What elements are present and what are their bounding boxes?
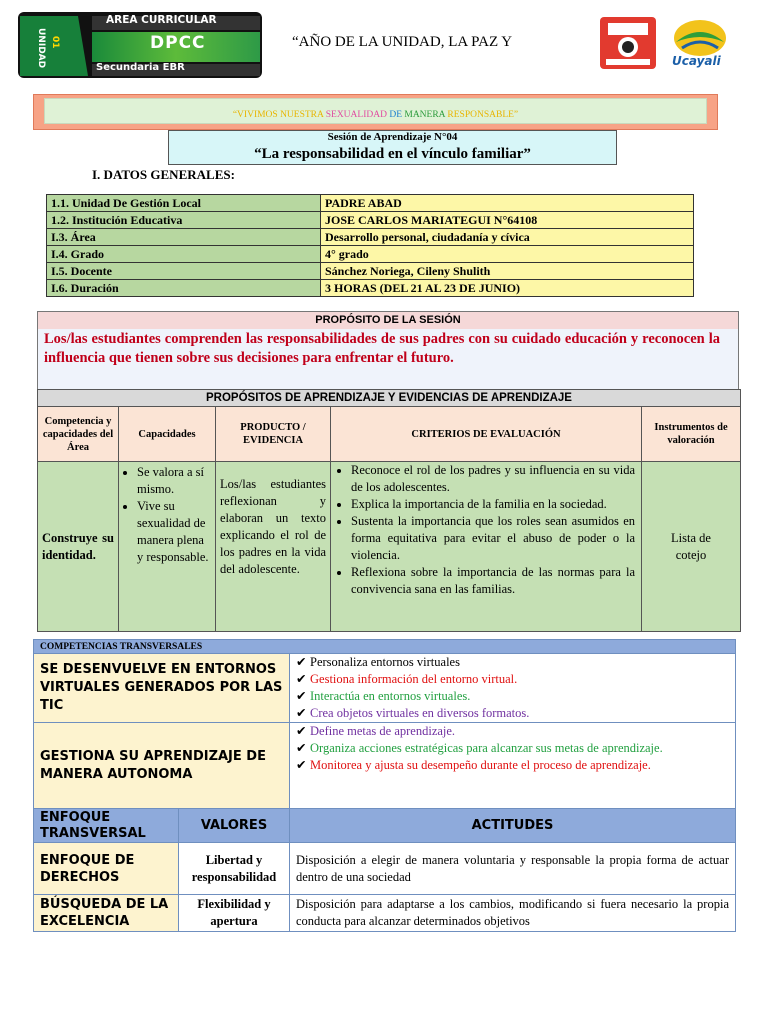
- transversal-heading: COMPETENCIAS TRANSVERSALES: [34, 640, 736, 654]
- table-header-row: [38, 407, 741, 462]
- area-label: AREA CURRICULAR: [106, 14, 217, 26]
- producto-cell: Los/las estudiantes reflexionan y elaboran un texto explicando el rol de los padres en la vida del adolescente.: [216, 462, 331, 632]
- item-text: Organiza acciones estratégicas para alcanzar sus metas de aprendizaje.: [310, 741, 663, 755]
- list-item: [296, 723, 729, 740]
- column-header: CRITERIOS DE EVALUACIÓN: [331, 407, 642, 462]
- check-icon: ✔: [296, 706, 307, 720]
- datos-key: 1.1. Unidad De Gestión Local: [47, 195, 321, 212]
- datos-key: I.5. Docente: [47, 263, 321, 280]
- list-item: [296, 671, 729, 688]
- column-header: ENFOQUE TRANSVERSAL: [34, 809, 179, 843]
- capacidades-cell: [119, 462, 216, 632]
- competencia-transversal: GESTIONA SU APRENDIZAJE DE MANERA AUTONOMA: [34, 723, 290, 809]
- column-header: Instrumentos de valoración: [642, 407, 741, 462]
- valor-cell: Flexibilidad y apertura: [179, 895, 290, 932]
- year-slogan: “AÑO DE LA UNIDAD, LA PAZ Y: [292, 34, 513, 50]
- capacidades-list: [123, 464, 211, 566]
- table-row: [34, 640, 736, 654]
- check-icon: ✔: [296, 689, 307, 703]
- competencia-items: [290, 723, 736, 809]
- datos-value: PADRE ABAD: [321, 195, 694, 212]
- column-header: PRODUCTO / EVIDENCIA: [216, 407, 331, 462]
- theme-part: SEXUALIDAD: [325, 110, 390, 120]
- theme-part: RESPONSABLE”: [447, 110, 519, 120]
- unit-label: UNIDAD: [36, 28, 46, 69]
- level-label: Secundaria EBR: [96, 62, 185, 73]
- list-item: • Reconoce el rol de los padres y su influencia en su vida de los adolescentes.: [351, 462, 635, 496]
- check-icon: ✔: [296, 655, 307, 669]
- column-header: Competencia y capacidades del Área: [38, 407, 119, 462]
- list-item: • Vive su sexualidad de manera plena y responsable.: [137, 498, 211, 566]
- purpose-text: Los/las estudiantes comprenden las responsabilidades de sus padres con su cuidado educación y reconocen la influencia que tienen sobre sus decisiones para enfrentar el futuro.: [44, 331, 720, 366]
- competencia-transversal: SE DESENVUELVE EN ENTORNOS VIRTUALES GENERADOS POR LAS TIC: [34, 654, 290, 723]
- list-item: • Sustenta la importancia que los roles sean asumidos en forma equitativa para evitar el abuso de poder o la violencia.: [351, 513, 635, 564]
- item-text: Personaliza entornos virtuales: [310, 655, 460, 669]
- ucayali-logo: [668, 18, 732, 72]
- column-header: VALORES: [179, 809, 290, 843]
- datos-key: I.6. Duración: [47, 280, 321, 297]
- table-row: [38, 462, 741, 632]
- datos-key: I.3. Área: [47, 229, 321, 246]
- learning-purposes-table: [37, 389, 741, 632]
- list-item: [296, 654, 729, 671]
- list-item: [296, 688, 729, 705]
- actitud-cell: Disposición para adaptarse a los cambios, modificando si fuera necesario la propia conducta para alcanzar determinados objetivos: [290, 895, 736, 932]
- check-icon: ✔: [296, 724, 307, 738]
- table-row: [38, 390, 741, 407]
- actitud-cell: Disposición a elegir de manera voluntaria y responsable la propia forma de actuar dentro de una sociedad: [290, 843, 736, 895]
- theme-part: MANERA: [404, 110, 448, 120]
- list-item: [296, 740, 729, 757]
- list-item: • Se valora a sí mismo.: [137, 464, 211, 498]
- area-code: DPCC: [150, 33, 206, 53]
- check-icon: ✔: [296, 758, 307, 772]
- check-icon: ✔: [296, 672, 307, 686]
- table-row: [34, 654, 736, 723]
- table-row: [34, 843, 736, 895]
- datos-value: Desarrollo personal, ciudadanía y cívica: [321, 229, 694, 246]
- table-row: [34, 895, 736, 932]
- datos-value: Sánchez Noriega, Cileny Shulith: [321, 263, 694, 280]
- datos-key: I.4. Grado: [47, 246, 321, 263]
- list-item: • Explica la importancia de la familia en la sociedad.: [351, 496, 635, 513]
- session-number: Sesión de Aprendizaje N°04: [327, 131, 458, 143]
- enfoque-cell: BÚSQUEDA DE LA EXCELENCIA: [34, 895, 179, 932]
- item-text: Define metas de aprendizaje.: [310, 724, 456, 738]
- datos-value: JOSE CARLOS MARIATEGUI N°64108: [321, 212, 694, 229]
- criterios-cell: [331, 462, 642, 632]
- table-row: [47, 195, 694, 212]
- list-item: [296, 705, 729, 722]
- check-icon: ✔: [296, 741, 307, 755]
- theme-part: “VIVIMOS NUESTRA: [232, 110, 326, 120]
- competencia-cell: Construye su identidad.: [38, 462, 119, 632]
- transversal-table: [33, 639, 736, 932]
- datos-value: 4° grado: [321, 246, 694, 263]
- table-header-row: [34, 809, 736, 843]
- unit-number: 01: [50, 36, 60, 49]
- list-item: [296, 757, 729, 774]
- session-title: “La responsabilidad en el vínculo familiar”: [254, 146, 531, 162]
- item-text: Monitorea y ajusta su desempeño durante el proceso de aprendizaje.: [310, 758, 651, 772]
- datos-generales-table: [46, 194, 694, 297]
- ucayali-logo-text: Ucayali: [672, 54, 721, 68]
- school-logo: [598, 15, 658, 71]
- valor-cell: Libertad y responsabilidad: [179, 843, 290, 895]
- item-text: Gestiona información del entorno virtual.: [310, 672, 518, 686]
- list-item: • Reflexiona sobre la importancia de las normas para la convivencia sana en las familias.: [351, 564, 635, 598]
- column-header: Capacidades: [119, 407, 216, 462]
- item-text: Interactúa en entornos virtuales.: [310, 689, 471, 703]
- datos-key: 1.2. Institución Educativa: [47, 212, 321, 229]
- column-header: ACTITUDES: [290, 809, 736, 843]
- table-row: [47, 246, 694, 263]
- table-row: [47, 263, 694, 280]
- datos-generales-title: I. DATOS GENERALES:: [92, 167, 235, 182]
- table-row: [34, 723, 736, 809]
- theme-part: DE: [389, 110, 405, 120]
- enfoque-cell: ENFOQUE DE DERECHOS: [34, 843, 179, 895]
- purpose-heading: PROPÓSITO DE LA SESIÓN: [38, 312, 738, 329]
- criterios-list: [337, 462, 635, 598]
- learning-purposes-heading: PROPÓSITOS DE APRENDIZAJE Y EVIDENCIAS DE APRENDIZAJE: [38, 390, 741, 407]
- unit-theme: [44, 110, 707, 120]
- table-row: [47, 212, 694, 229]
- competencia-items: [290, 654, 736, 723]
- table-row: [47, 280, 694, 297]
- instrumento-cell: Lista de cotejo: [642, 462, 741, 632]
- unit-label-block: [22, 18, 62, 72]
- item-text: Crea objetos virtuales en diversos formatos.: [310, 706, 530, 720]
- table-row: [47, 229, 694, 246]
- datos-value: 3 HORAS (DEL 21 AL 23 DE JUNIO): [321, 280, 694, 297]
